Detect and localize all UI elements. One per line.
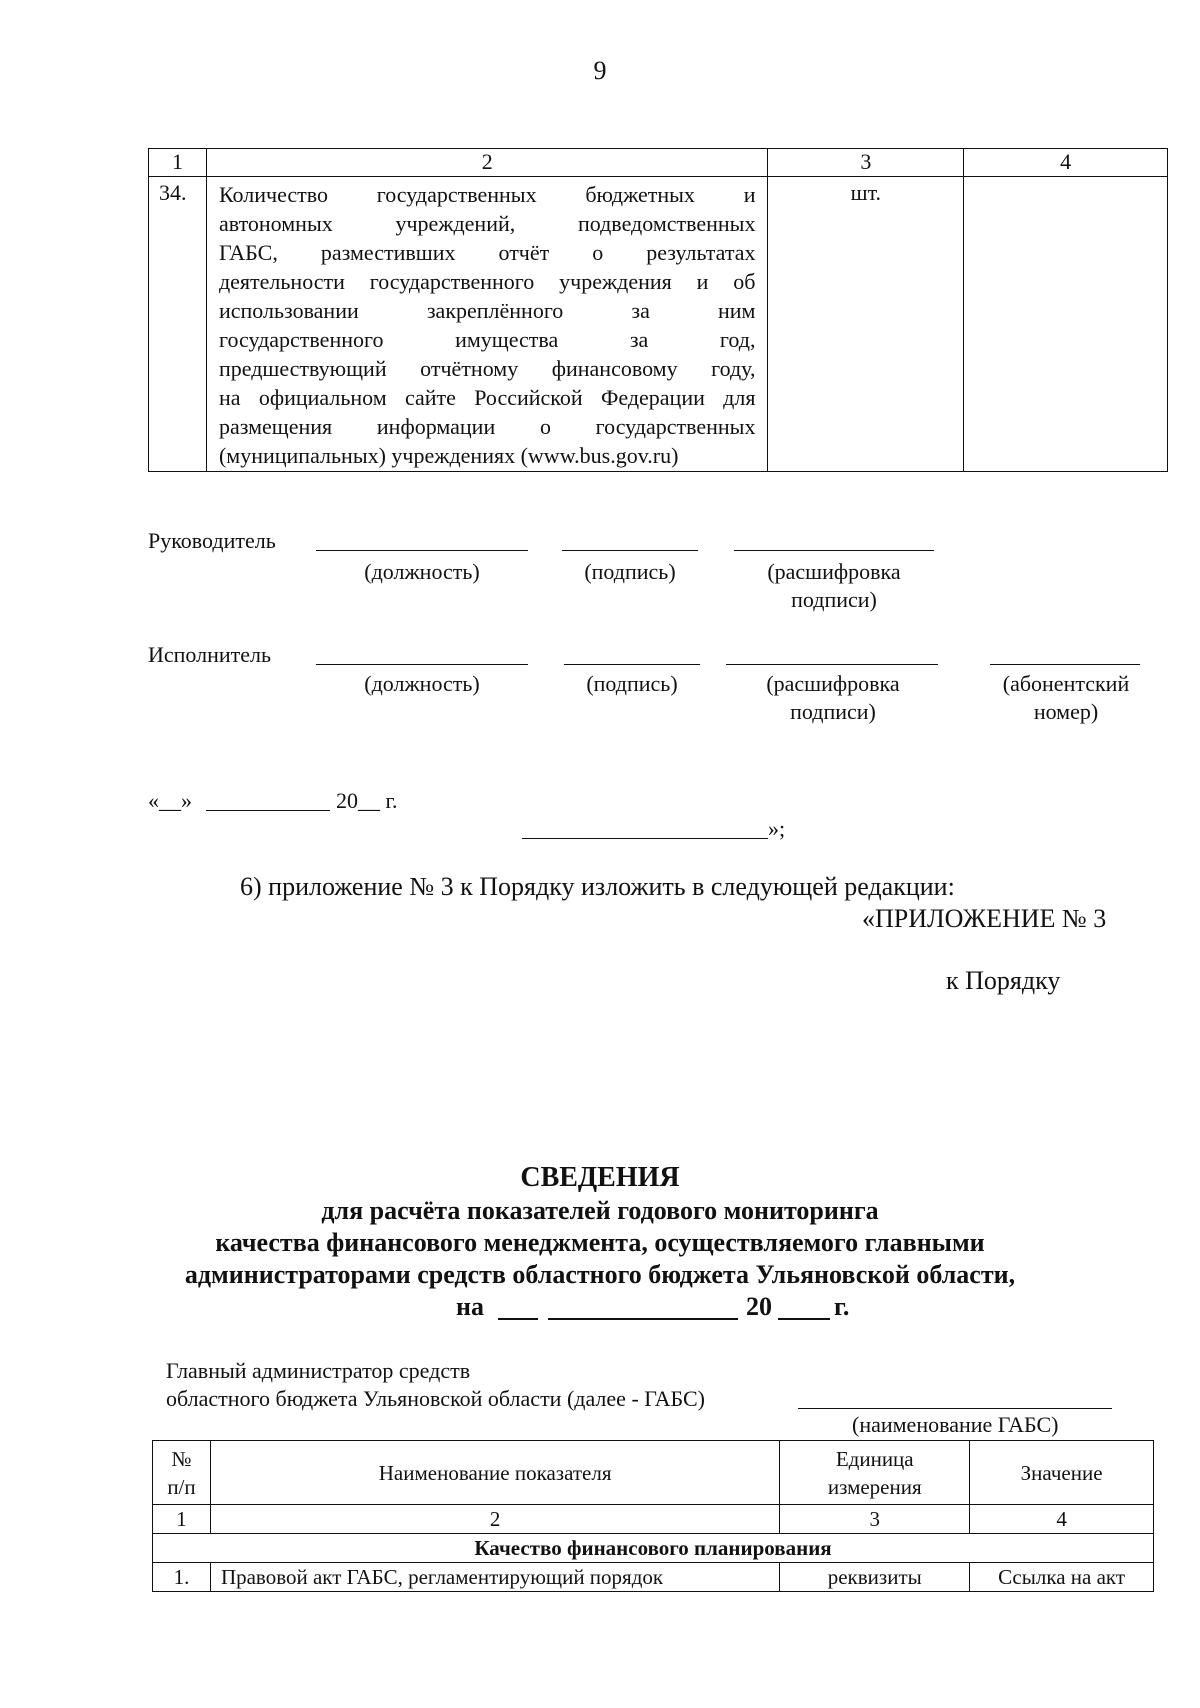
signature-caption: (подпись)	[586, 671, 678, 696]
description-line: размещения информации о государственных	[218, 414, 756, 439]
period-prefix: на	[456, 1292, 484, 1321]
executor-label: Исполнитель	[148, 642, 272, 667]
header-text: измерения	[827, 1474, 922, 1499]
signature-caption: (подпись)	[584, 559, 676, 584]
decoding-caption-line: (расшифровка	[766, 671, 900, 696]
header-text: №	[171, 1446, 192, 1471]
phone-caption	[978, 670, 1154, 726]
document-subtitle-line: качества финансового менеджмента, осуществляемого главными	[215, 1228, 985, 1257]
period-month-line	[548, 1318, 738, 1320]
head-label: Руководитель	[148, 528, 276, 553]
amendment-paragraph: 6) приложение № 3 к Порядку изложить в следующей редакции:	[240, 872, 955, 901]
signature-line	[562, 550, 698, 551]
table-header-row	[149, 149, 1168, 177]
gabs-line: областного бюджета Ульяновской области (далее - ГАБС)	[166, 1386, 705, 1411]
date-month-line	[206, 810, 330, 811]
position-caption: (должность)	[364, 671, 480, 696]
description-line: использовании закреплённого за ним	[218, 298, 756, 323]
closing-line	[522, 838, 768, 839]
index-cell: 4	[970, 1505, 1154, 1534]
row-value: Ссылка на акт	[970, 1563, 1154, 1592]
row-value	[964, 177, 1168, 472]
phone-line	[990, 664, 1140, 665]
period-suffix: г.	[834, 1292, 850, 1321]
header-cell-value: Значение	[970, 1441, 1154, 1505]
section-title: Качество финансового планирования	[153, 1534, 1154, 1563]
description-line: ГАБС, разместивших отчёт о результатах	[218, 240, 756, 265]
header-cell: 1	[149, 149, 207, 177]
table-index-row	[153, 1505, 1154, 1534]
header-text: п/п	[167, 1474, 196, 1499]
description-line: на официальном сайте Российской Федерации для	[218, 385, 756, 410]
page-number: 9	[593, 56, 607, 85]
row-unit: шт.	[768, 177, 964, 472]
position-line	[316, 550, 528, 551]
index-cell: 1	[153, 1505, 211, 1534]
header-cell-name: Наименование показателя	[210, 1441, 779, 1505]
row-name: Правовой акт ГАБС, регламентирующий порядок	[210, 1563, 779, 1592]
description-line: (муниципальных) учреждениях (www.bus.gov.ru)	[218, 443, 679, 468]
document-subtitle-line: администраторами средств областного бюджета Ульяновской области,	[184, 1260, 1016, 1289]
period-year-line	[778, 1318, 830, 1320]
row-unit: реквизиты	[780, 1563, 970, 1592]
indicators-table-continued	[148, 148, 1168, 472]
gabs-line: Главный администратор средств	[166, 1358, 471, 1383]
period-year: 20	[746, 1292, 772, 1321]
decoding-caption-line: подписи)	[791, 587, 877, 612]
period-day-line	[498, 1318, 538, 1320]
description-line: предшествующий отчётному финансовому году,	[218, 356, 756, 381]
header-cell-number	[153, 1441, 211, 1505]
header-cell: 2	[206, 149, 768, 177]
row-number: 1.	[153, 1563, 211, 1592]
row-number: 34.	[149, 177, 207, 472]
position-caption: (должность)	[364, 559, 480, 584]
decoding-caption-line: подписи)	[790, 699, 876, 724]
indicators-table	[152, 1440, 1154, 1592]
description-line: государственного имущества за год,	[218, 327, 756, 352]
index-cell: 3	[780, 1505, 970, 1534]
decoding-line	[726, 664, 938, 665]
decoding-caption	[724, 558, 944, 614]
decoding-caption	[720, 670, 946, 726]
header-text: Единица	[835, 1446, 914, 1471]
gabs-name-line	[798, 1408, 1112, 1409]
table-row	[153, 1563, 1154, 1592]
table-section-row	[153, 1534, 1154, 1563]
closing-quote: »;	[768, 816, 786, 841]
table-header-row	[153, 1441, 1154, 1505]
decoding-caption-line: (расшифровка	[767, 559, 901, 584]
document-title: СВЕДЕНИЯ	[520, 1162, 680, 1193]
description-line: автономных учреждений, подведомственных	[218, 211, 756, 236]
appendix-subtitle: к Порядку	[946, 966, 1061, 995]
date-year: 20__ г.	[336, 788, 398, 813]
phone-caption-line: номер)	[1033, 699, 1099, 724]
header-cell: 3	[768, 149, 964, 177]
index-cell: 2	[210, 1505, 779, 1534]
date-day: «__»	[148, 788, 192, 813]
description-line: Количество государственных бюджетных и	[218, 182, 756, 207]
row-description	[206, 177, 768, 472]
appendix-title: «ПРИЛОЖЕНИЕ № 3	[862, 904, 1107, 933]
signature-line	[564, 664, 700, 665]
gabs-caption: (наименование ГАБС)	[852, 1412, 1059, 1437]
header-cell-unit	[780, 1441, 970, 1505]
document-subtitle-line: для расчёта показателей годового мониторинга	[321, 1196, 879, 1225]
position-line	[316, 664, 528, 665]
table-row	[149, 177, 1168, 472]
header-cell: 4	[964, 149, 1168, 177]
decoding-line	[734, 550, 934, 551]
description-line: деятельности государственного учреждения и об	[218, 269, 756, 294]
phone-caption-line: (абонентский	[1002, 671, 1130, 696]
